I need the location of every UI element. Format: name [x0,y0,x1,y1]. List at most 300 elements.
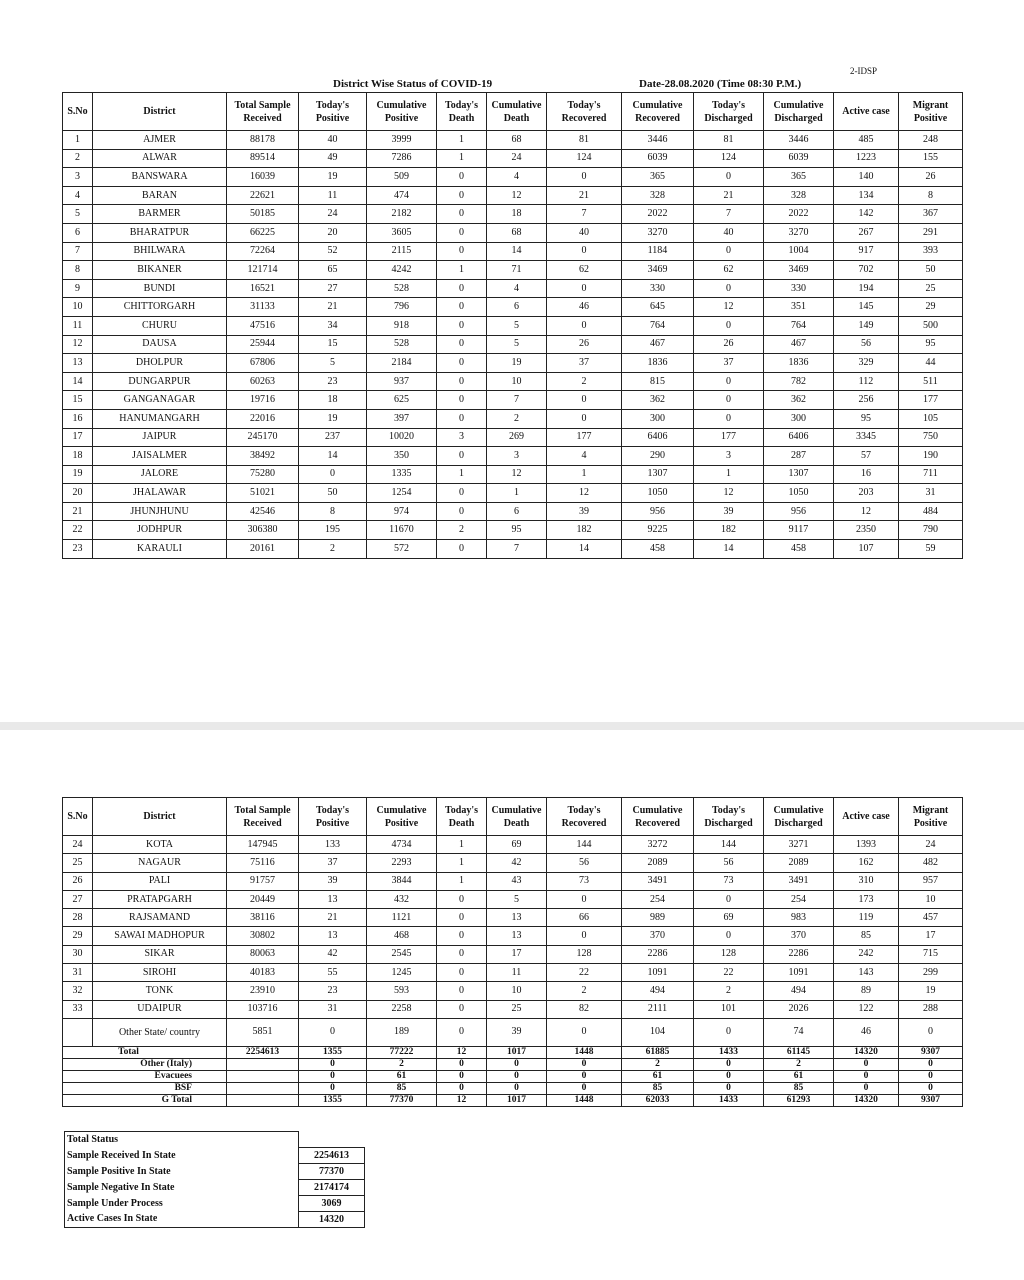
cell-migrant-positive: 24 [899,836,963,854]
cell-cumulative-death: 69 [487,836,547,854]
cell-active-case: 194 [834,279,899,298]
cell-sno: 6 [63,223,93,242]
header-todays-positive: Today's Positive [299,93,367,131]
cell-todays-discharged: 0 [694,242,764,261]
cell-cumulative-positive: 189 [367,1018,437,1046]
cell-cumulative-death: 68 [487,131,547,150]
cell-cumulative-death: 17 [487,945,547,963]
cell-sno: 13 [63,354,93,373]
header-sno: S.No [63,93,93,131]
cell-todays-positive: 24 [299,205,367,224]
summary-cell-todays-discharged: 1433 [694,1046,764,1058]
cell-active-case: 242 [834,945,899,963]
cell-todays-recovered: 12 [547,484,622,503]
cell-sample: 23910 [227,982,299,1000]
table-row [63,298,963,317]
report-date: Date-28.08.2020 (Time 08:30 P.M.) [639,78,802,90]
header-cumulative-positive: Cumulative Positive [367,798,437,836]
cell-migrant-positive: 0 [899,1018,963,1046]
cell-sno: 2 [63,149,93,168]
header-cumulative-discharged: Cumulative Discharged [764,798,834,836]
cell-todays-recovered: 1 [547,465,622,484]
table-row [63,1000,963,1018]
cell-cumulative-discharged: 782 [764,372,834,391]
cell-todays-positive: 50 [299,484,367,503]
cell-sample: 60263 [227,372,299,391]
cell-todays-discharged: 144 [694,836,764,854]
cell-district: JHUNJHUNU [93,502,227,521]
cell-migrant-positive: 10 [899,890,963,908]
summary-row [63,1070,963,1082]
cell-active-case: 173 [834,890,899,908]
cell-sno: 19 [63,465,93,484]
cell-district: RAJSAMAND [93,909,227,927]
cell-district: JODHPUR [93,521,227,540]
total-status-heading: Total Status [65,1132,299,1148]
cell-sample: 103716 [227,1000,299,1018]
cell-cumulative-positive: 2115 [367,242,437,261]
summary-cell-todays-death: 0 [437,1058,487,1070]
cell-district: UDAIPUR [93,1000,227,1018]
cell-todays-death: 1 [437,261,487,280]
table-row [63,261,963,280]
summary-label: Evacuees [63,1070,227,1082]
cell-todays-positive: 237 [299,428,367,447]
cell-todays-discharged: 0 [694,279,764,298]
cell-todays-death: 0 [437,945,487,963]
summary-cell-cumulative-positive: 77222 [367,1046,437,1058]
cell-sno: 32 [63,982,93,1000]
cell-sno: 1 [63,131,93,150]
cell-todays-death: 0 [437,186,487,205]
cell-migrant-positive: 482 [899,854,963,872]
cell-cumulative-death: 25 [487,1000,547,1018]
cell-todays-recovered: 0 [547,279,622,298]
cell-sno: 29 [63,927,93,945]
cell-migrant-positive: 750 [899,428,963,447]
cell-todays-discharged: 39 [694,502,764,521]
cell-cumulative-positive: 625 [367,391,437,410]
total-status-row [65,1179,365,1195]
cell-todays-recovered: 2 [547,982,622,1000]
total-status-value: 2254613 [299,1147,365,1163]
cell-cumulative-discharged: 2089 [764,854,834,872]
cell-todays-death: 0 [437,909,487,927]
summary-cell-migrant-positive: 9307 [899,1094,963,1106]
cell-todays-discharged: 40 [694,223,764,242]
cell-cumulative-recovered: 3491 [622,872,694,890]
cell-sample: 20449 [227,890,299,908]
cell-cumulative-recovered: 1091 [622,964,694,982]
cell-cumulative-discharged: 6039 [764,149,834,168]
table-row [63,927,963,945]
cell-cumulative-discharged: 328 [764,186,834,205]
cell-sno: 17 [63,428,93,447]
cell-cumulative-recovered: 645 [622,298,694,317]
table-row [63,335,963,354]
cell-todays-discharged: 56 [694,854,764,872]
table-row [63,131,963,150]
summary-cell-todays-death: 0 [437,1082,487,1094]
cell-todays-recovered: 14 [547,540,622,559]
cell-cumulative-death: 5 [487,890,547,908]
cell-todays-death: 0 [437,447,487,466]
cell-district: BANSWARA [93,168,227,187]
cell-cumulative-discharged: 494 [764,982,834,1000]
cell-todays-recovered: 73 [547,872,622,890]
cell-cumulative-recovered: 6039 [622,149,694,168]
cell-active-case: 917 [834,242,899,261]
cell-sample: 75280 [227,465,299,484]
cell-cumulative-death: 5 [487,316,547,335]
cell-cumulative-recovered: 2022 [622,205,694,224]
cell-migrant-positive: 484 [899,502,963,521]
cell-todays-recovered: 0 [547,1018,622,1046]
cell-todays-death: 0 [437,354,487,373]
cell-migrant-positive: 288 [899,1000,963,1018]
cell-active-case: 95 [834,409,899,428]
cell-todays-discharged: 73 [694,872,764,890]
cell-cumulative-death: 95 [487,521,547,540]
total-status-heading-spacer [299,1132,365,1148]
summary-cell-todays-discharged: 0 [694,1082,764,1094]
cell-todays-recovered: 128 [547,945,622,963]
table-2-body [63,836,963,1107]
total-status-label: Sample Received In State [65,1147,299,1163]
cell-cumulative-recovered: 104 [622,1018,694,1046]
cell-migrant-positive: 957 [899,872,963,890]
cell-active-case: 85 [834,927,899,945]
cell-cumulative-positive: 3999 [367,131,437,150]
cell-cumulative-positive: 2182 [367,205,437,224]
cell-sno: 3 [63,168,93,187]
summary-cell-cumulative-recovered: 2 [622,1058,694,1070]
table-row [63,872,963,890]
cell-cumulative-positive: 11670 [367,521,437,540]
cell-todays-death: 0 [437,223,487,242]
cell-todays-recovered: 124 [547,149,622,168]
cell-todays-discharged: 1 [694,465,764,484]
cell-todays-discharged: 22 [694,964,764,982]
cell-migrant-positive: 25 [899,279,963,298]
cell-todays-recovered: 0 [547,890,622,908]
summary-cell-todays-recovered: 0 [547,1058,622,1070]
cell-sno: 26 [63,872,93,890]
summary-cell-cumulative-recovered: 61885 [622,1046,694,1058]
cell-migrant-positive: 31 [899,484,963,503]
page-separator [0,722,1024,730]
cell-migrant-positive: 95 [899,335,963,354]
cell-district: Other State/ country [93,1018,227,1046]
cell-sno: 31 [63,964,93,982]
summary-cell-active-case: 0 [834,1070,899,1082]
summary-cell-cumulative-positive: 85 [367,1082,437,1094]
cell-cumulative-discharged: 2022 [764,205,834,224]
cell-district: JHALAWAR [93,484,227,503]
cell-migrant-positive: 291 [899,223,963,242]
cell-migrant-positive: 393 [899,242,963,261]
cell-cumulative-death: 42 [487,854,547,872]
cell-sample: 88178 [227,131,299,150]
cell-todays-death: 0 [437,168,487,187]
cell-todays-death: 1 [437,836,487,854]
cell-todays-discharged: 7 [694,205,764,224]
cell-sample: 19716 [227,391,299,410]
cell-cumulative-positive: 350 [367,447,437,466]
cell-sample: 38492 [227,447,299,466]
cell-sample: 30802 [227,927,299,945]
summary-cell-todays-recovered: 1448 [547,1094,622,1106]
cell-cumulative-recovered: 1307 [622,465,694,484]
header-cumulative-discharged: Cumulative Discharged [764,93,834,131]
header-district: District [93,798,227,836]
header-migrant-positive: Migrant Positive [899,93,963,131]
cell-cumulative-discharged: 365 [764,168,834,187]
cell-cumulative-death: 269 [487,428,547,447]
summary-cell-cumulative-positive: 77370 [367,1094,437,1106]
cell-todays-discharged: 14 [694,540,764,559]
cell-active-case: 702 [834,261,899,280]
cell-todays-recovered: 62 [547,261,622,280]
cell-cumulative-discharged: 287 [764,447,834,466]
cell-cumulative-discharged: 1004 [764,242,834,261]
cell-sno: 23 [63,540,93,559]
cell-todays-death: 0 [437,316,487,335]
table-row [63,909,963,927]
cell-cumulative-recovered: 370 [622,927,694,945]
cell-todays-discharged: 12 [694,484,764,503]
page-label: 2-IDSP [850,66,878,76]
cell-todays-death: 0 [437,372,487,391]
cell-cumulative-recovered: 328 [622,186,694,205]
cell-active-case: 145 [834,298,899,317]
summary-row [63,1082,963,1094]
cell-migrant-positive: 711 [899,465,963,484]
cell-cumulative-positive: 528 [367,279,437,298]
table-row [63,945,963,963]
table-row [63,484,963,503]
cell-cumulative-positive: 796 [367,298,437,317]
summary-cell-cumulative-discharged: 61145 [764,1046,834,1058]
cell-active-case: 256 [834,391,899,410]
cell-cumulative-discharged: 3469 [764,261,834,280]
cell-sno: 14 [63,372,93,391]
table-row [63,354,963,373]
cell-sno: 20 [63,484,93,503]
summary-row [63,1046,963,1058]
summary-label: BSF [63,1082,227,1094]
cell-cumulative-discharged: 3271 [764,836,834,854]
cell-todays-recovered: 46 [547,298,622,317]
cell-cumulative-discharged: 2026 [764,1000,834,1018]
cell-migrant-positive: 500 [899,316,963,335]
summary-cell-cumulative-recovered: 85 [622,1082,694,1094]
cell-todays-positive: 11 [299,186,367,205]
cell-migrant-positive: 26 [899,168,963,187]
cell-cumulative-recovered: 300 [622,409,694,428]
header-district: District [93,93,227,131]
cell-cumulative-positive: 1245 [367,964,437,982]
cell-todays-positive: 19 [299,409,367,428]
cell-migrant-positive: 44 [899,354,963,373]
cell-todays-recovered: 0 [547,242,622,261]
summary-cell-cumulative-discharged: 85 [764,1082,834,1094]
cell-sample: 91757 [227,872,299,890]
cell-todays-recovered: 40 [547,223,622,242]
cell-cumulative-recovered: 330 [622,279,694,298]
cell-todays-positive: 23 [299,982,367,1000]
cell-cumulative-discharged: 6406 [764,428,834,447]
cell-sample: 5851 [227,1018,299,1046]
cell-todays-recovered: 4 [547,447,622,466]
table-row [63,409,963,428]
cell-migrant-positive: 511 [899,372,963,391]
cell-cumulative-death: 71 [487,261,547,280]
cell-sno: 18 [63,447,93,466]
cell-cumulative-positive: 4734 [367,836,437,854]
header-todays-death: Today's Death [437,93,487,131]
cell-sample: 22016 [227,409,299,428]
cell-todays-recovered: 56 [547,854,622,872]
cell-todays-positive: 15 [299,335,367,354]
cell-sample: 22621 [227,186,299,205]
cell-todays-recovered: 37 [547,354,622,373]
cell-cumulative-positive: 572 [367,540,437,559]
cell-sample: 38116 [227,909,299,927]
total-status-value: 14320 [299,1211,365,1227]
cell-todays-death: 1 [437,465,487,484]
summary-cell-todays-recovered: 0 [547,1082,622,1094]
cell-sample: 20161 [227,540,299,559]
cell-todays-death: 1 [437,149,487,168]
summary-cell-sample [227,1082,299,1094]
header-sno: S.No [63,798,93,836]
summary-row [63,1094,963,1106]
cell-todays-discharged: 0 [694,391,764,410]
cell-todays-death: 0 [437,1000,487,1018]
cell-cumulative-recovered: 254 [622,890,694,908]
table-row [63,982,963,1000]
cell-sno: 27 [63,890,93,908]
cell-cumulative-death: 14 [487,242,547,261]
cell-cumulative-death: 12 [487,186,547,205]
table-row [63,391,963,410]
cell-cumulative-discharged: 3270 [764,223,834,242]
cell-sample: 47516 [227,316,299,335]
cell-cumulative-recovered: 458 [622,540,694,559]
cell-sno [63,1018,93,1046]
cell-todays-positive: 21 [299,298,367,317]
cell-todays-positive: 18 [299,391,367,410]
total-status-body [65,1132,365,1228]
cell-active-case: 329 [834,354,899,373]
cell-cumulative-positive: 974 [367,502,437,521]
cell-todays-positive: 20 [299,223,367,242]
cell-sno: 4 [63,186,93,205]
cell-active-case: 1393 [834,836,899,854]
cell-cumulative-death: 5 [487,335,547,354]
cell-sample: 67806 [227,354,299,373]
cell-cumulative-positive: 528 [367,335,437,354]
cell-migrant-positive: 105 [899,409,963,428]
cell-todays-positive: 37 [299,854,367,872]
cell-cumulative-recovered: 2286 [622,945,694,963]
cell-todays-positive: 31 [299,1000,367,1018]
summary-cell-todays-discharged: 1433 [694,1094,764,1106]
cell-cumulative-death: 4 [487,168,547,187]
cell-cumulative-recovered: 989 [622,909,694,927]
cell-sample: 306380 [227,521,299,540]
cell-district: BARMER [93,205,227,224]
cell-cumulative-death: 6 [487,502,547,521]
cell-cumulative-discharged: 254 [764,890,834,908]
cell-sno: 11 [63,316,93,335]
cell-active-case: 267 [834,223,899,242]
cell-todays-positive: 13 [299,890,367,908]
cell-district: BUNDI [93,279,227,298]
summary-label: Total [63,1046,227,1058]
cell-todays-death: 0 [437,205,487,224]
cell-sample: 40183 [227,964,299,982]
total-status-row [65,1211,365,1227]
cell-active-case: 57 [834,447,899,466]
cell-todays-discharged: 37 [694,354,764,373]
cell-migrant-positive: 248 [899,131,963,150]
cell-todays-positive: 65 [299,261,367,280]
cell-sample: 16521 [227,279,299,298]
cell-cumulative-positive: 7286 [367,149,437,168]
cell-todays-recovered: 82 [547,1000,622,1018]
header-active-case: Active case [834,798,899,836]
cell-todays-positive: 2 [299,540,367,559]
cell-cumulative-discharged: 983 [764,909,834,927]
cell-cumulative-discharged: 2286 [764,945,834,963]
cell-todays-positive: 55 [299,964,367,982]
cell-cumulative-discharged: 1050 [764,484,834,503]
header-todays-positive: Today's Positive [299,798,367,836]
header-cumulative-death: Cumulative Death [487,798,547,836]
cell-cumulative-recovered: 467 [622,335,694,354]
table-row [63,540,963,559]
cell-district: SIKAR [93,945,227,963]
cell-todays-death: 3 [437,428,487,447]
cell-todays-death: 0 [437,335,487,354]
cell-active-case: 12 [834,502,899,521]
cell-cumulative-positive: 2184 [367,354,437,373]
cell-cumulative-discharged: 1836 [764,354,834,373]
cell-cumulative-death: 12 [487,465,547,484]
cell-todays-death: 1 [437,872,487,890]
cell-sno: 5 [63,205,93,224]
table-row [63,372,963,391]
cell-active-case: 134 [834,186,899,205]
summary-label: Other (Italy) [63,1058,227,1070]
cell-cumulative-discharged: 300 [764,409,834,428]
cell-todays-positive: 52 [299,242,367,261]
cell-district: PRATAPGARH [93,890,227,908]
cell-cumulative-discharged: 3491 [764,872,834,890]
cell-todays-death: 0 [437,964,487,982]
cell-cumulative-discharged: 351 [764,298,834,317]
cell-todays-death: 0 [437,927,487,945]
cell-cumulative-positive: 2293 [367,854,437,872]
cell-sample: 51021 [227,484,299,503]
cell-sample: 80063 [227,945,299,963]
cell-migrant-positive: 457 [899,909,963,927]
cell-cumulative-positive: 3844 [367,872,437,890]
cell-todays-positive: 13 [299,927,367,945]
cell-district: ALWAR [93,149,227,168]
